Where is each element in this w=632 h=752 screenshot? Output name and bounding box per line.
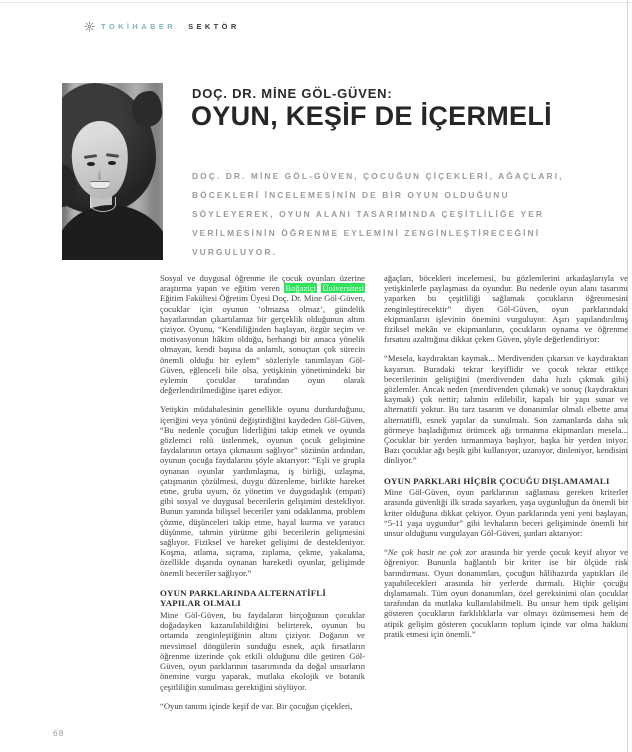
page-number: 68 <box>53 728 65 738</box>
paragraph: Mine Göl-Güven, oyun parklarının sağlaması gereken kriterler arasında güvenliği ilk sırada sayarken, yaşa uygunluğun da önemli bir kriter olduğuna dikkat çekiyor. Oyun parklarında yeni yeni başlayan, “5-11 yaşa uygundur” gibi levhaların beceri gelişiminde önemli bir unsur olduğunu vurgulayan Göl-Güven, şunları aktarıyor: <box>384 487 628 539</box>
paragraph: Mine Göl-Güven, bu faydaların birçoğunun çocuklar doğadayken kazanılabildiğini belirterek, oyunun bu ortamda zenginleştiğinin altını çiziyor. Doğanın ve mevsimsel döngülerin sunduğu esnek, açık fırsatların öğrenme üzerinde çok etkili olduğunu dile getiren Göl-Güven, oyun parklarının tasarımında da doğal unsurların önemine vurgu yaparak, mutlaka ekolojik ve botanik çeşitliliğin sunulması gerektiğini söylüyor. <box>160 610 365 692</box>
paragraph: “Oyun tanımı içinde keşif de var. Bir çocuğun çiçekleri, <box>160 700 353 711</box>
photo-hair-curl <box>132 91 162 127</box>
paragraph-text: Eğitim Fakültesi Öğretim Üyesi Doç. Dr. Mine Göl-Güven, çocuklar için oyunun ‘olmazsa olmaz’, gündelik hayatlarından çıkartılamaz bir gerçeklik olduğunun altını çiziyor. Oyunu, “Kendiliğinden başlayan, özgür seçim ve motivasyonun hâkim olduğu, herhangi bir amaca yönelik olmayan, kendi başına da anlamlı, sonuçtan çok sürecin önemli olduğu bir eylem” sözleriyle tanımlayan Göl-Güven, eğlenceli bile olsa, yetişkinin yönetimindeki bir eylemin çocuklar tarafından oyun olarak değerlendirilmediğine işaret ediyor. <box>160 293 365 396</box>
paragraph: ağaçları, böcekleri incelemesi, bu gözlemlerini arkadaşlarıyla ve yetişkinlerle paylaşması da oyundur. Bu nedenle oyun alanı tasarımı yaparken bu çeşitliliği sağlamak çocukların öğrenmesini zenginleştirecektir” diyen Göl-Güven, oyun parklarındaki ekipmanların işlevinin önemini vurguluyor. Aşırı yapılandırılmış fiziksel mekân ve ekipmanların, çocukların oynama ve öğrenme fırsatını azalttığına dikkat çeken Güven, şöyle değerlendiriyor: <box>384 273 628 345</box>
paragraph: Yetişkin müdahalesinin genellikle oyunu durdurduğunu, içeriğini veya yönünü değiştirdiğini kaydeden Göl-Güven, “Bu nedenle çocuğun liderliğini takip etmek ve oyunda gözlemci rolü üstlenmek, oyunun çocuk gelişimine faydalarının ortaya çıkmasını sağlıyor” sözünün ardından, oyunun çocuğa faydalarını şöyle aktarıyor: “Eşli ve grupla oynanan oyunlar yardımlaşma, iş birliği, uzlaşma, çatışmanın çözülmesi, duygu düzenleme, birlikte hareket etme, gruba uyum, öz yönetim ve duygudaşlık (empati) gibi sosyal ve duygusal becerilerin gelişimini destekliyor. Bunun yanında bilişsel beceriler yani odaklanma, problem çözme, düşünceleri takip etme, hayal kurma ve yaratıcı düşünme, tahmin yürütme gibi becerilerin gelişmesini sağlıyor. Fiziksel ve hareket gelişimi de destekleniyor. Koşma, atlama, sıçrama, zıplama, çekme, yakalama, özellikle dışarıda oynanan hareketli oyunlar, gelişimde önemli beceriler sağlıyor.” <box>160 404 365 578</box>
masthead <box>84 21 240 32</box>
photo-smile <box>90 182 110 188</box>
body-column-left <box>160 273 365 720</box>
masthead-section: SEKTÖR <box>188 22 240 31</box>
portrait-photo <box>62 83 163 260</box>
paragraph: “Mesela, kaydıraktan kaymak... Merdivenden çıkarsın ve kaydıraktan kayarsın. Buradaki tekrar keyiflidir ve çocuk tekrar ettikçe becerilerinin geliştiğini (merdivenden daha hızlı çıkmak gibi) gözlemler. Ancak neden (merdivenden çıkmak) ve sonuç (kaydıraktan kaymak) çok nettir; tahmin edilebilir, kapalı bir yapı sunar ve alternatifi yoktur. Bu tarz tasarım ve donanımlar olmalı elbette ama alternatifli, esnek yapılar da sunulmalı. Son zamanlarda daha sık görmeye başladığımız örümcek ağı tırmanma ekipmanları mesela... Çocuklar bir yerden tırmanmaya başlıyor, başka bir yerden iniyor. Bazı çocuklar ağı beşik gibi kullanıyor, uzanıyor, dinleniyor, kendisini dinliyor.” <box>384 353 628 466</box>
body-column-right <box>384 273 628 648</box>
photo-eye <box>87 162 95 166</box>
search-highlight: Üniversitesi <box>322 283 364 294</box>
paragraph-text: “ <box>384 547 388 558</box>
subheading: OYUN PARKLARINDA ALTERNATİFLİ YAPILAR OLMALI <box>160 587 326 609</box>
article-headline: OYUN, KEŞİF DE İÇERMELİ <box>191 101 552 131</box>
article-kicker: DOÇ. DR. MİNE GÖL-GÜVEN: <box>192 86 393 101</box>
italic-phrase: Ne çok basit ne çok zor <box>387 547 477 558</box>
article-lead: DOÇ. DR. MİNE GÖL-GÜVEN, ÇOCUĞUN ÇİÇEKLERİ, AĞAÇLARI, BÖCEKLERİ İNCELEMESİNİN DE BİR OYUN OLDUĞUNU SÖYLEYEREK, OYUN ALANI TASARIMINDA ÇEŞİTLİLİĞE YER VERİLMESİNİN ÖĞRENME EYLEMİNİ ZENGİNLEŞTİRECEĞİNİ VURGULUYOR. <box>192 171 564 257</box>
search-highlight: Boğaziçi <box>285 283 316 294</box>
page-top-rule <box>0 2 632 3</box>
photo-eye <box>108 161 116 165</box>
subheading: OYUN PARKLARI HİÇBİR ÇOCUĞU DIŞLAMAMALI <box>384 475 610 486</box>
paragraph-text: arasında bir yerde çocuk keyif alıyor ve öğreniyor. Bununla bağlantılı bir kriter ise bir ölçüde risk barındırması. Oyun donanımları, çocuğun hâlihazırda yaptıkları ile yapabilecekleri arasında bir yerlerde durmalı. Hiçbir çocuğu dışlamamalı. Tüm oyun donanımları, özel gereksinimi olan çocuklar tarafından da mutlaka kullanılabilmeli. Bu unsur hem tipik gelişim gösteren çocukların farklılıklarla var olmayı özümsemesi hem de atipik gelişim gösteren çocukların toplum içinde var olma hakkını pratik etmesi için önemli.” <box>384 547 629 639</box>
photo-nose <box>98 167 101 180</box>
masthead-brand: TOKİHABER <box>101 22 177 31</box>
starburst-logo-icon <box>84 21 95 32</box>
paragraph <box>160 273 365 395</box>
photo-necklace <box>90 197 116 212</box>
paragraph <box>384 547 628 639</box>
paragraph-text: Sosyal ve duygusal öğrenme ile çocuk oyunları üzerine araştırma yapan ve eğitim veren <box>160 273 365 294</box>
